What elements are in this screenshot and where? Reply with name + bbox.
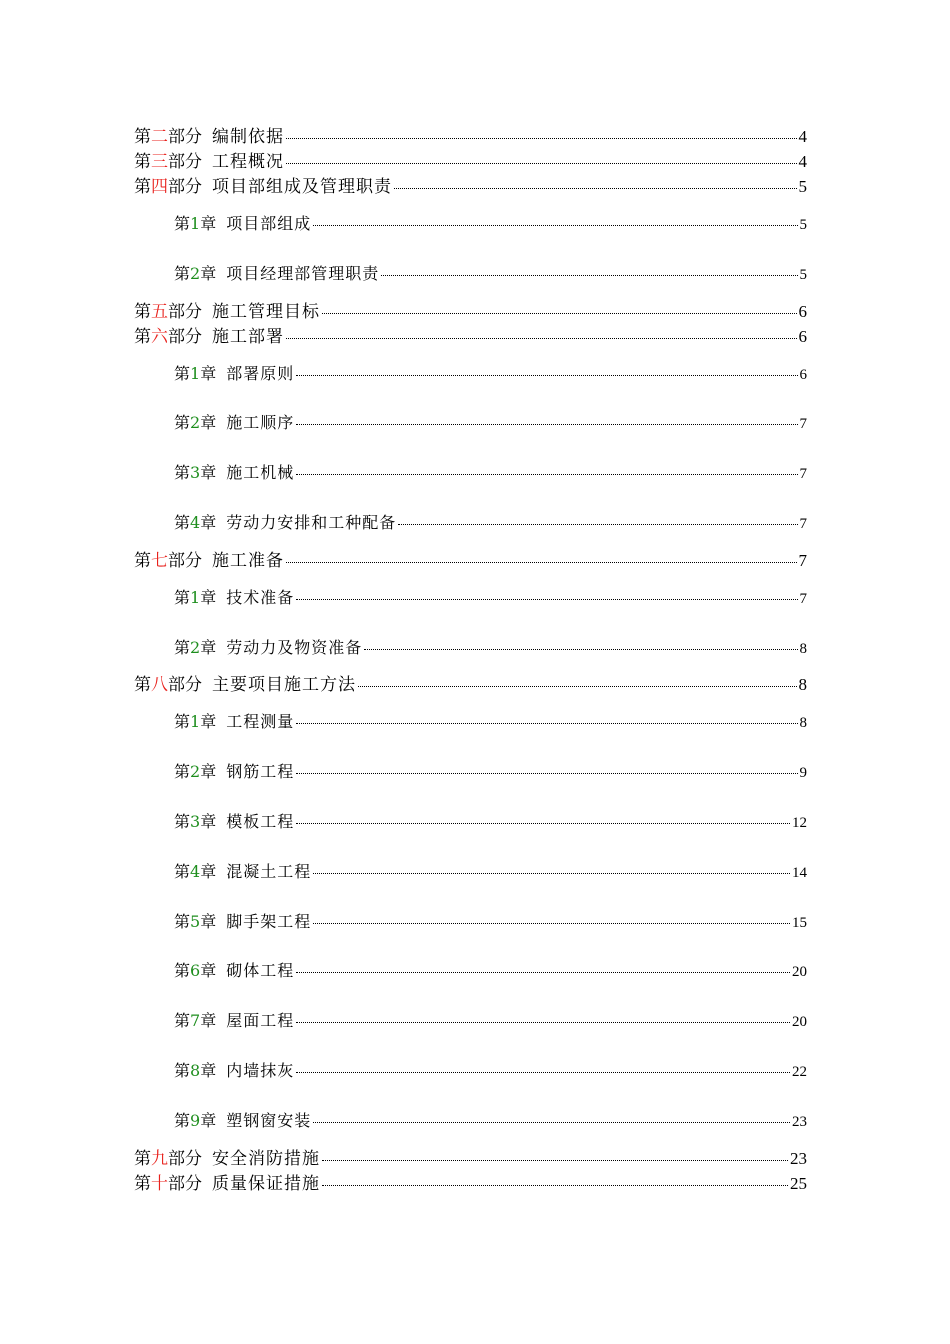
entry-number: 3 (190, 811, 201, 831)
entry-number: 2 (190, 637, 201, 657)
entry-number: 7 (190, 1011, 201, 1031)
entry-suffix: 部分 (168, 326, 202, 347)
toc-part-entry[interactable] (134, 124, 807, 149)
dot-leader (313, 923, 790, 924)
entry-suffix: 章 (200, 811, 217, 831)
toc-part-entry[interactable] (134, 1171, 807, 1196)
entry-title: 技术准备 (226, 587, 295, 607)
entry-page-number: 15 (792, 914, 807, 931)
entry-page-number: 25 (790, 1173, 807, 1193)
entry-title: 编制依据 (212, 127, 284, 147)
entry-page-number: 23 (792, 1113, 807, 1130)
entry-title: 项目部组成及管理职责 (212, 177, 392, 197)
toc-chapter-entry[interactable] (134, 1046, 807, 1096)
entry-page-number: 20 (792, 964, 807, 981)
entry-suffix: 章 (200, 961, 217, 981)
entry-suffix: 章 (200, 587, 217, 607)
entry-title: 工程概况 (212, 152, 284, 172)
entry-page-number: 7 (798, 550, 807, 570)
entry-suffix: 章 (200, 263, 217, 283)
dot-leader (296, 823, 790, 824)
entry-page-number: 14 (792, 864, 807, 881)
entry-suffix: 章 (200, 413, 217, 433)
entry-page-number: 6 (799, 366, 807, 383)
entry-suffix: 章 (200, 1060, 217, 1080)
toc-chapter-entry[interactable] (134, 573, 807, 623)
entry-prefix: 第 (134, 1148, 151, 1169)
entry-number: 5 (190, 911, 201, 931)
entry-number: 七 (151, 550, 168, 571)
entry-suffix: 章 (200, 911, 217, 931)
toc-part-entry[interactable] (134, 174, 807, 199)
dot-leader (322, 1160, 788, 1161)
entry-suffix: 部分 (168, 1148, 202, 1169)
entry-number: 2 (190, 762, 201, 782)
entry-title: 施工机械 (226, 463, 295, 483)
entry-title: 部署原则 (226, 363, 295, 383)
entry-number: 4 (190, 861, 201, 881)
entry-page-number: 4 (798, 152, 807, 171)
entry-prefix: 第 (134, 301, 151, 322)
toc-chapter-entry[interactable] (134, 349, 807, 399)
entry-suffix: 章 (200, 1011, 217, 1031)
entry-number: 8 (190, 1060, 201, 1080)
entry-prefix: 第 (174, 214, 191, 233)
entry-suffix: 章 (200, 214, 217, 233)
dot-leader (322, 313, 797, 314)
entry-prefix: 第 (134, 1173, 151, 1194)
toc-part-entry[interactable] (134, 149, 807, 174)
dot-leader (286, 138, 797, 139)
entry-page-number: 9 (799, 765, 807, 782)
entry-suffix: 部分 (168, 1173, 202, 1194)
entry-page-number: 6 (798, 301, 807, 321)
entry-prefix: 第 (174, 1110, 191, 1130)
dot-leader (286, 163, 797, 164)
entry-prefix: 第 (174, 961, 191, 981)
entry-number: 1 (190, 363, 201, 383)
entry-suffix: 章 (200, 762, 217, 782)
entry-title: 施工管理目标 (212, 301, 320, 322)
toc-chapter-entry[interactable] (134, 498, 807, 548)
table-of-contents (134, 124, 807, 1196)
entry-number: 六 (151, 326, 168, 347)
entry-suffix: 章 (200, 463, 217, 483)
dot-leader (296, 599, 797, 600)
dot-leader (286, 338, 797, 339)
toc-chapter-entry[interactable] (134, 897, 807, 947)
entry-page-number: 12 (792, 814, 807, 831)
entry-number: 6 (190, 961, 201, 981)
dot-leader (296, 972, 790, 973)
entry-title: 施工顺序 (226, 413, 295, 433)
toc-chapter-entry[interactable] (134, 249, 807, 299)
entry-suffix: 章 (200, 861, 217, 881)
toc-chapter-entry[interactable] (134, 199, 807, 249)
entry-prefix: 第 (174, 861, 191, 881)
entry-prefix: 第 (134, 550, 151, 571)
entry-prefix: 第 (174, 263, 191, 283)
entry-number: 二 (151, 127, 168, 147)
toc-part-entry[interactable] (134, 672, 807, 697)
entry-page-number: 22 (792, 1063, 807, 1080)
toc-chapter-entry[interactable] (134, 847, 807, 897)
entry-prefix: 第 (174, 1011, 191, 1031)
toc-part-entry[interactable] (134, 299, 807, 324)
entry-title: 施工部署 (212, 326, 284, 347)
entry-title: 劳动力安排和工种配备 (226, 512, 397, 532)
entry-title: 安全消防措施 (212, 1148, 320, 1169)
entry-title: 塑钢窗安装 (226, 1110, 312, 1130)
entry-suffix: 部分 (168, 152, 202, 172)
entry-prefix: 第 (174, 762, 191, 782)
dot-leader (394, 188, 797, 189)
dot-leader (296, 424, 797, 425)
dot-leader (296, 723, 797, 724)
dot-leader (322, 1185, 788, 1186)
entry-page-number: 7 (799, 515, 807, 532)
entry-page-number: 23 (790, 1148, 807, 1168)
entry-title: 屋面工程 (226, 1011, 295, 1031)
entry-title: 脚手架工程 (226, 911, 312, 931)
entry-number: 2 (190, 413, 201, 433)
entry-suffix: 部分 (168, 127, 202, 147)
toc-chapter-entry[interactable] (134, 697, 807, 747)
dot-leader (296, 773, 797, 774)
dot-leader (296, 1022, 790, 1023)
entry-suffix: 章 (200, 363, 217, 383)
toc-chapter-entry[interactable] (134, 1096, 807, 1146)
entry-prefix: 第 (174, 413, 191, 433)
entry-number: 五 (151, 301, 168, 322)
entry-page-number: 7 (799, 590, 807, 607)
entry-number: 四 (151, 177, 168, 197)
entry-prefix: 第 (174, 911, 191, 931)
entry-suffix: 章 (200, 712, 217, 732)
entry-title: 主要项目施工方法 (212, 675, 356, 696)
entry-prefix: 第 (134, 675, 151, 696)
dot-leader (296, 375, 797, 376)
entry-title: 施工准备 (212, 550, 284, 571)
entry-prefix: 第 (174, 512, 191, 532)
entry-title: 钢筋工程 (226, 762, 295, 782)
entry-number: 八 (151, 675, 168, 696)
entry-prefix: 第 (174, 1060, 191, 1080)
toc-part-entry[interactable] (134, 324, 807, 349)
entry-title: 劳动力及物资准备 (226, 637, 363, 657)
dot-leader (398, 524, 797, 525)
entry-number: 十 (151, 1173, 168, 1194)
entry-suffix: 部分 (168, 301, 202, 322)
entry-prefix: 第 (174, 637, 191, 657)
entry-number: 3 (190, 463, 201, 483)
dot-leader (364, 649, 797, 650)
toc-chapter-entry[interactable] (134, 623, 807, 673)
dot-leader (358, 686, 797, 687)
entry-page-number: 8 (798, 675, 807, 695)
dot-leader (296, 474, 797, 475)
entry-prefix: 第 (174, 811, 191, 831)
entry-number: 4 (190, 512, 201, 532)
entry-number: 三 (151, 152, 168, 172)
entry-prefix: 第 (134, 127, 151, 147)
entry-number: 九 (151, 1148, 168, 1169)
entry-title: 混凝土工程 (226, 861, 312, 881)
dot-leader (296, 1072, 790, 1073)
toc-chapter-entry[interactable] (134, 797, 807, 847)
entry-title: 模板工程 (226, 811, 295, 831)
entry-prefix: 第 (174, 363, 191, 383)
entry-number: 1 (190, 587, 201, 607)
entry-prefix: 第 (174, 587, 191, 607)
entry-suffix: 部分 (168, 675, 202, 696)
entry-title: 工程测量 (226, 712, 295, 732)
entry-suffix: 章 (200, 512, 217, 532)
entry-page-number: 6 (798, 326, 807, 346)
entry-title: 项目经理部管理职责 (226, 263, 380, 283)
entry-page-number: 4 (798, 127, 807, 146)
entry-prefix: 第 (134, 177, 151, 197)
entry-page-number: 8 (799, 640, 807, 657)
entry-page-number: 5 (798, 177, 807, 196)
entry-title: 内墙抹灰 (226, 1060, 295, 1080)
entry-title: 质量保证措施 (212, 1173, 320, 1194)
dot-leader (313, 225, 797, 226)
toc-chapter-entry[interactable] (134, 996, 807, 1046)
entry-page-number: 5 (799, 217, 807, 233)
entry-page-number: 7 (799, 466, 807, 483)
toc-chapter-entry[interactable] (134, 448, 807, 498)
toc-part-entry[interactable] (134, 1146, 807, 1171)
toc-part-entry[interactable] (134, 548, 807, 573)
entry-number: 1 (190, 214, 201, 233)
toc-chapter-entry[interactable] (134, 398, 807, 448)
entry-page-number: 5 (799, 266, 807, 283)
toc-chapter-entry[interactable] (134, 747, 807, 797)
dot-leader (313, 1122, 790, 1123)
entry-suffix: 章 (200, 637, 217, 657)
entry-page-number: 20 (792, 1014, 807, 1031)
entry-prefix: 第 (174, 463, 191, 483)
entry-prefix: 第 (134, 326, 151, 347)
dot-leader (286, 562, 797, 563)
entry-prefix: 第 (174, 712, 191, 732)
entry-title: 项目部组成 (226, 214, 312, 233)
dot-leader (381, 275, 797, 276)
entry-suffix: 章 (200, 1110, 217, 1130)
entry-title: 砌体工程 (226, 961, 295, 981)
entry-suffix: 部分 (168, 550, 202, 571)
entry-number: 9 (190, 1110, 201, 1130)
entry-number: 1 (190, 712, 201, 732)
toc-chapter-entry[interactable] (134, 946, 807, 996)
entry-number: 2 (190, 263, 201, 283)
entry-page-number: 8 (799, 715, 807, 732)
entry-suffix: 部分 (168, 177, 202, 197)
dot-leader (313, 873, 790, 874)
entry-prefix: 第 (134, 152, 151, 172)
entry-page-number: 7 (799, 416, 807, 433)
